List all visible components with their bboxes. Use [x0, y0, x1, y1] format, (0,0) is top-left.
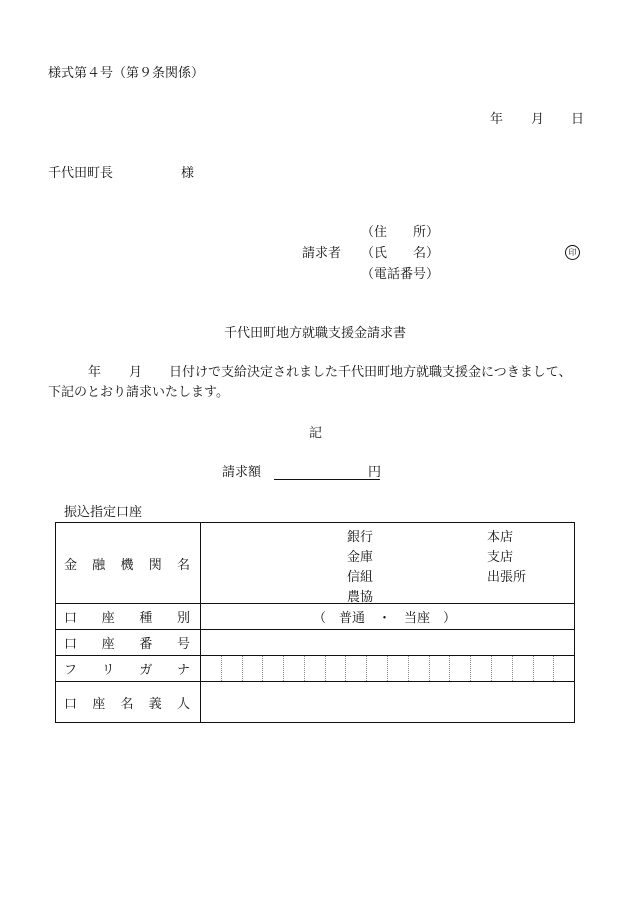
date-day: 日: [571, 112, 585, 127]
ki-heading: 記: [309, 426, 323, 441]
requester-name-label: （氏 名）: [361, 246, 440, 261]
financial-institution-label: [56, 554, 200, 573]
label-char: 座: [101, 611, 115, 626]
branch-type-item: 本店: [487, 530, 514, 545]
furigana-label: [56, 659, 200, 678]
label-char: 義: [148, 696, 162, 712]
furigana-box: [408, 656, 429, 681]
row-furigana: [56, 656, 575, 682]
requester-address-label: （住 所）: [361, 225, 440, 240]
furigana-box: [242, 656, 263, 681]
account-type-label: [56, 607, 200, 626]
branch-types: [487, 528, 526, 588]
account-type-label-cell: [56, 604, 201, 630]
bank-types: [347, 528, 373, 608]
financial-institution-cell: [201, 523, 575, 604]
form-number: 様式第４号（第９条関係）: [48, 66, 205, 81]
label-char: 座: [92, 696, 106, 712]
body-month: 月: [129, 365, 143, 380]
bank-type-item: 信組: [347, 570, 374, 585]
furigana-box: [429, 656, 450, 681]
requester-phone-label: （電話番号）: [361, 267, 440, 282]
body-line1: 日付けで支給決定されました千代田町地方就職支援金につきまして、: [169, 365, 572, 380]
row-account-type: [56, 604, 575, 630]
branch-type-item: 出張所: [487, 570, 527, 585]
branch-type-item: 支店: [487, 550, 514, 565]
label-char: ガ: [139, 663, 153, 678]
furigana-box: [491, 656, 512, 681]
furigana-box: [366, 656, 387, 681]
date-year: 年: [490, 112, 504, 127]
account-table: [55, 522, 575, 723]
label-char: 座: [101, 637, 115, 652]
label-char: 号: [176, 637, 190, 652]
addressee-name: 千代田町長: [48, 166, 114, 181]
bank-type-item: 農協: [347, 590, 374, 605]
row-account-holder: [56, 682, 575, 723]
furigana-box: [470, 656, 491, 681]
body-year: 年: [88, 365, 102, 380]
account-type-options: （ 普通 ・ 当座 ）: [201, 604, 575, 630]
furigana-box: [553, 656, 574, 681]
furigana-box: [533, 656, 554, 681]
furigana-box: [283, 656, 304, 681]
body-line2: 下記のとおり請求いたします。: [48, 385, 229, 400]
furigana-label-cell: [56, 656, 201, 682]
label-char: 番: [139, 637, 153, 652]
label-char: 人: [176, 696, 190, 712]
account-number-label-cell: [56, 630, 201, 656]
label-char: 口: [64, 611, 78, 626]
bank-type-item: 銀行: [347, 530, 374, 545]
date-month: 月: [531, 112, 545, 127]
label-char: 口: [64, 637, 78, 652]
requester-label: 請求者: [302, 246, 342, 261]
furigana-box: [201, 656, 221, 681]
label-char: 口: [64, 696, 78, 712]
account-number-label: [56, 633, 200, 652]
label-char: 融: [92, 557, 106, 573]
row-financial-institution: [56, 523, 575, 604]
furigana-box: [304, 656, 325, 681]
label-char: フ: [64, 663, 78, 678]
furigana-value: [201, 656, 575, 682]
label-char: 種: [139, 611, 153, 626]
furigana-box: [449, 656, 470, 681]
label-char: ナ: [176, 663, 190, 678]
amount-line: [274, 479, 380, 480]
label-char: 関: [148, 557, 162, 573]
financial-institution-label-cell: [56, 523, 201, 604]
seal-icon: 印: [565, 245, 580, 260]
furigana-box: [221, 656, 242, 681]
document-title: 千代田町地方就職支援金請求書: [224, 326, 407, 341]
bank-type-item: 金庫: [347, 550, 374, 565]
label-char: リ: [101, 663, 115, 678]
label-char: 機: [120, 557, 134, 573]
account-section-label: 振込指定口座: [64, 505, 143, 520]
label-char: 名: [176, 557, 190, 573]
label-char: 名: [120, 696, 134, 712]
furigana-box: [325, 656, 346, 681]
addressee-suffix: 様: [181, 166, 195, 181]
label-char: 金: [64, 557, 78, 573]
label-char: 別: [176, 611, 190, 626]
furigana-box: [387, 656, 408, 681]
furigana-box: [345, 656, 366, 681]
account-holder-label-cell: [56, 682, 201, 723]
account-number-value: [201, 630, 575, 656]
row-account-number: [56, 630, 575, 656]
amount-unit: 円: [368, 465, 382, 480]
account-holder-label: [56, 693, 200, 712]
account-holder-value: [201, 682, 575, 723]
furigana-grid: [201, 656, 574, 681]
furigana-box: [512, 656, 533, 681]
furigana-box: [262, 656, 283, 681]
amount-label: 請求額: [222, 465, 262, 480]
